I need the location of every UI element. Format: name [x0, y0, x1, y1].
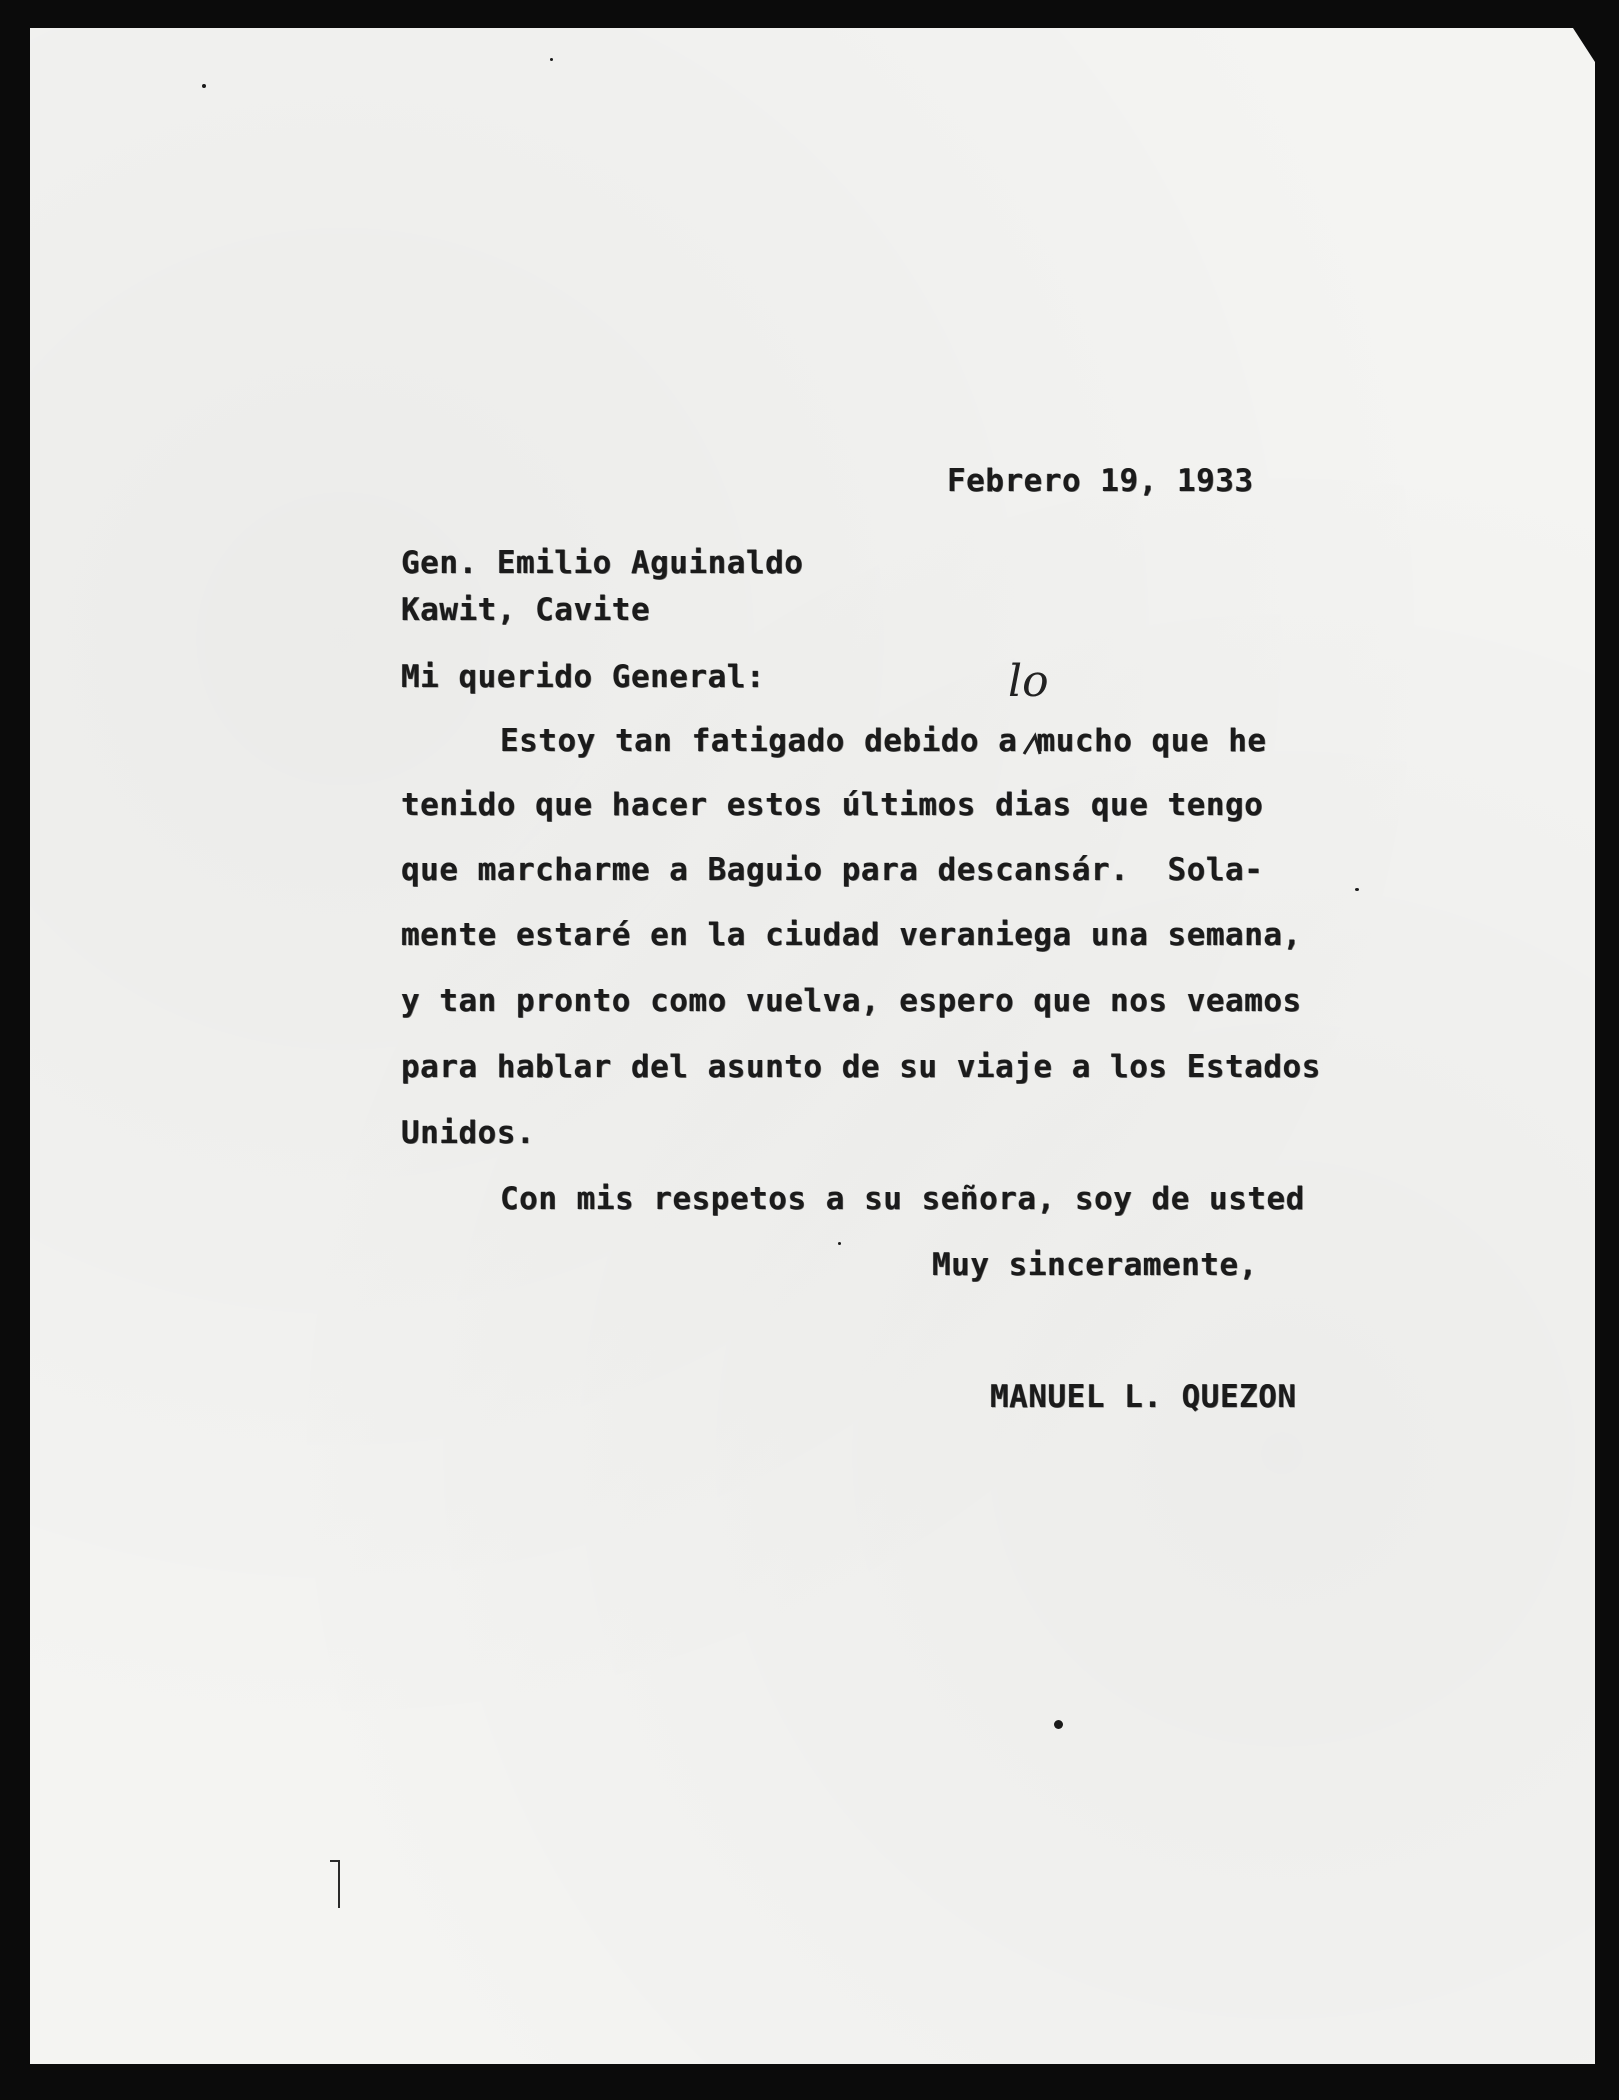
body-line: Unidos.	[401, 1115, 536, 1151]
ink-speck	[1054, 1720, 1063, 1729]
recipient-location: Kawit, Cavite	[401, 592, 651, 628]
handwritten-insertion: lo	[1008, 656, 1049, 707]
ink-speck	[202, 84, 206, 88]
body-line: Estoy tan fatigado debido a mucho que he	[500, 723, 1267, 759]
letter-date: Febrero 19, 1933	[947, 463, 1254, 499]
margin-mark	[330, 1860, 340, 1862]
ink-speck	[838, 1242, 841, 1245]
body-line: y tan pronto como vuelva, espero que nos veamos	[401, 983, 1302, 1019]
closing-line: Con mis respetos a su señora, soy de usted	[500, 1181, 1305, 1217]
ink-speck	[1355, 888, 1359, 891]
body-line: que marcharme a Baguio para descansár. Sola-	[401, 852, 1264, 888]
body-line: mente estaré en la ciudad veraniega una semana,	[401, 917, 1302, 953]
margin-mark	[338, 1860, 340, 1908]
letter-sheet	[30, 28, 1595, 2064]
folded-corner	[1573, 28, 1595, 62]
ink-speck	[550, 58, 553, 61]
signature-name: MANUEL L. QUEZON	[990, 1379, 1297, 1415]
salutation: Mi querido General:	[401, 659, 766, 695]
body-line: tenido que hacer estos últimos dias que tengo	[401, 787, 1264, 823]
body-line: para hablar del asunto de su viaje a los Estados	[401, 1049, 1321, 1085]
valediction: Muy sinceramente,	[932, 1247, 1258, 1283]
recipient-name: Gen. Emilio Aguinaldo	[401, 545, 804, 581]
